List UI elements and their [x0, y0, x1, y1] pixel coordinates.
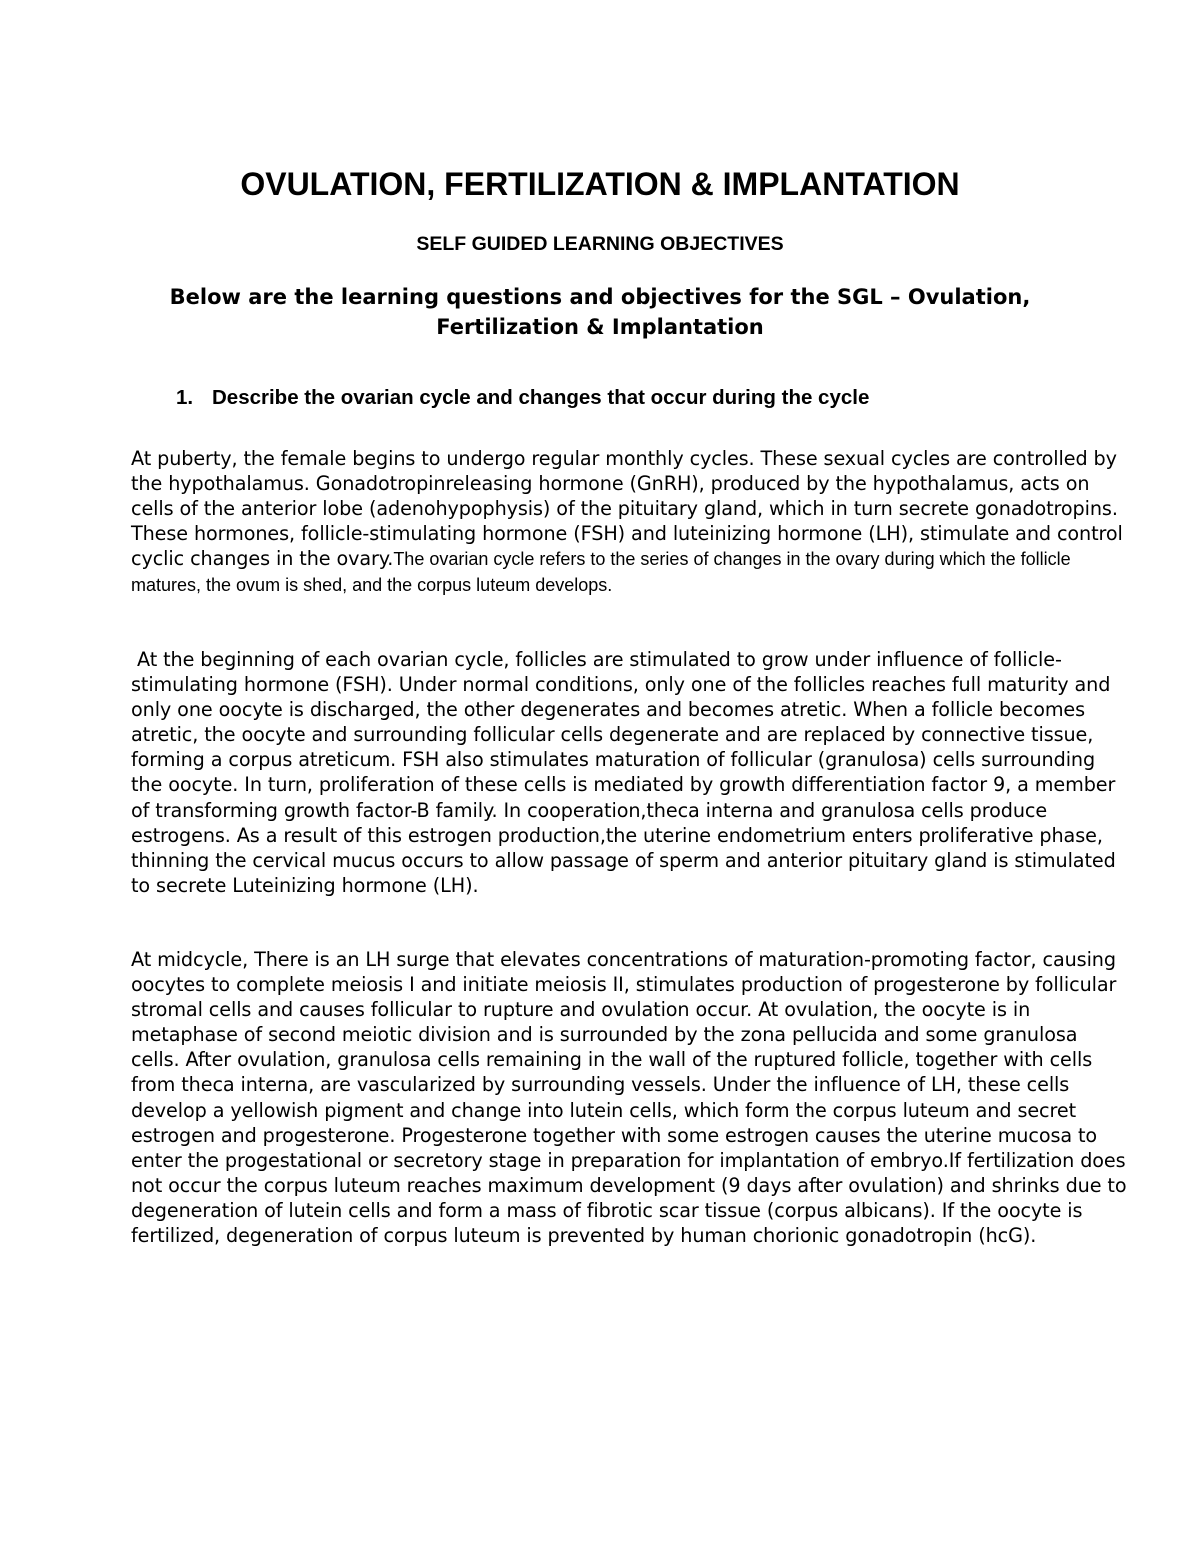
document-title: OVULATION, FERTILIZATION & IMPLANTATION — [240, 166, 960, 202]
intro-text: Below are the learning questions and objectives for the SGL – Ovulation, Fertilization & Implantation — [169, 285, 1031, 339]
paragraph-text: At puberty, the female begins to undergo regular monthly cycles. These sexual cycles are controlled by the hypothalamus. Gonadotropinreleasing hormone (GnRH), produced by the hypothalamus, acts on cells of the anterior lobe (adenohypophysis) of the pituitary gland, which in turn secrete gonadotropins. These hormones, follicle-stimulating hormone (FSH) and luteinizing hormone (LH), stimulate and control cyclic changes in the ovary. — [131, 447, 1123, 571]
paragraph-midcycle-ovulation: At midcycle, There is an LH surge that elevates concentrations of maturation-promoting factor, causing oocytes to complete meiosis I and initiate meiosis II, stimulates production of progesterone by follicular stromal cells and causes follicular to rupture and ovulation occur. At ovulation, the oocyte is in metaphase of second meiotic division and is surrounded by the zona pellucida and some granulosa cells. After ovulation, granulosa cells remaining in the wall of the ruptured follicle, together with cells from theca interna, are vascularized by surrounding vessels. Under the influence of LH, these cells develop a yellowish pigment and change into lutein cells, which form the corpus luteum and secret estrogen and progesterone. Progesterone together with some estrogen causes the uterine mucosa to enter the progestational or secretory stage in preparation for implantation of embryo.If fertilization does not occur the corpus luteum reaches maximum development (9 days after ovulation) and shrinks due to degeneration of lutein cells and form a mass of fibrotic scar tissue (corpus albicans). If the oocyte is fertilized, degeneration of corpus luteum is prevented by human chorionic gonadotropin (hcG). — [131, 948, 1127, 1248]
document-subtitle: SELF GUIDED LEARNING OBJECTIVES — [416, 233, 784, 255]
learning-question-1 — [176, 385, 1076, 411]
paragraph-ovarian-cycle-intro — [131, 446, 1131, 599]
question-text: Describe the ovarian cycle and changes that occur during the cycle — [212, 386, 870, 409]
paragraph-follicle-growth: At the beginning of each ovarian cycle, follicles are stimulated to grow under influence of follicle- stimulating hormone (FSH). Under normal conditions, only one of the follicles reaches full maturity and only one oocyte is discharged, the other degenerates and becomes atretic. When a follicle becomes atretic, the oocyte and surrounding follicular cells degenerate and are replaced by connective tissue, forming a corpus atreticum. FSH also stimulates maturation of follicular (granulosa) cells surrounding the oocyte. In turn, proliferation of these cells is mediated by growth differentiation factor 9, a member of transforming growth factor-B family. In cooperation,theca interna and granulosa cells produce estrogens. As a result of this estrogen production,the uterine endometrium enters proliferative phase, thinning the cervical mucus occurs to allow passage of sperm and anterior pituitary gland is stimulated to secrete Luteinizing hormone (LH). — [131, 648, 1122, 897]
question-number: 1. — [176, 386, 194, 409]
paragraph-text-alt-font: The ovarian cycle refers to the series of changes in the ovary during which the follicle matures, the ovum is shed, and the corpus luteum develops. — [131, 549, 1071, 596]
